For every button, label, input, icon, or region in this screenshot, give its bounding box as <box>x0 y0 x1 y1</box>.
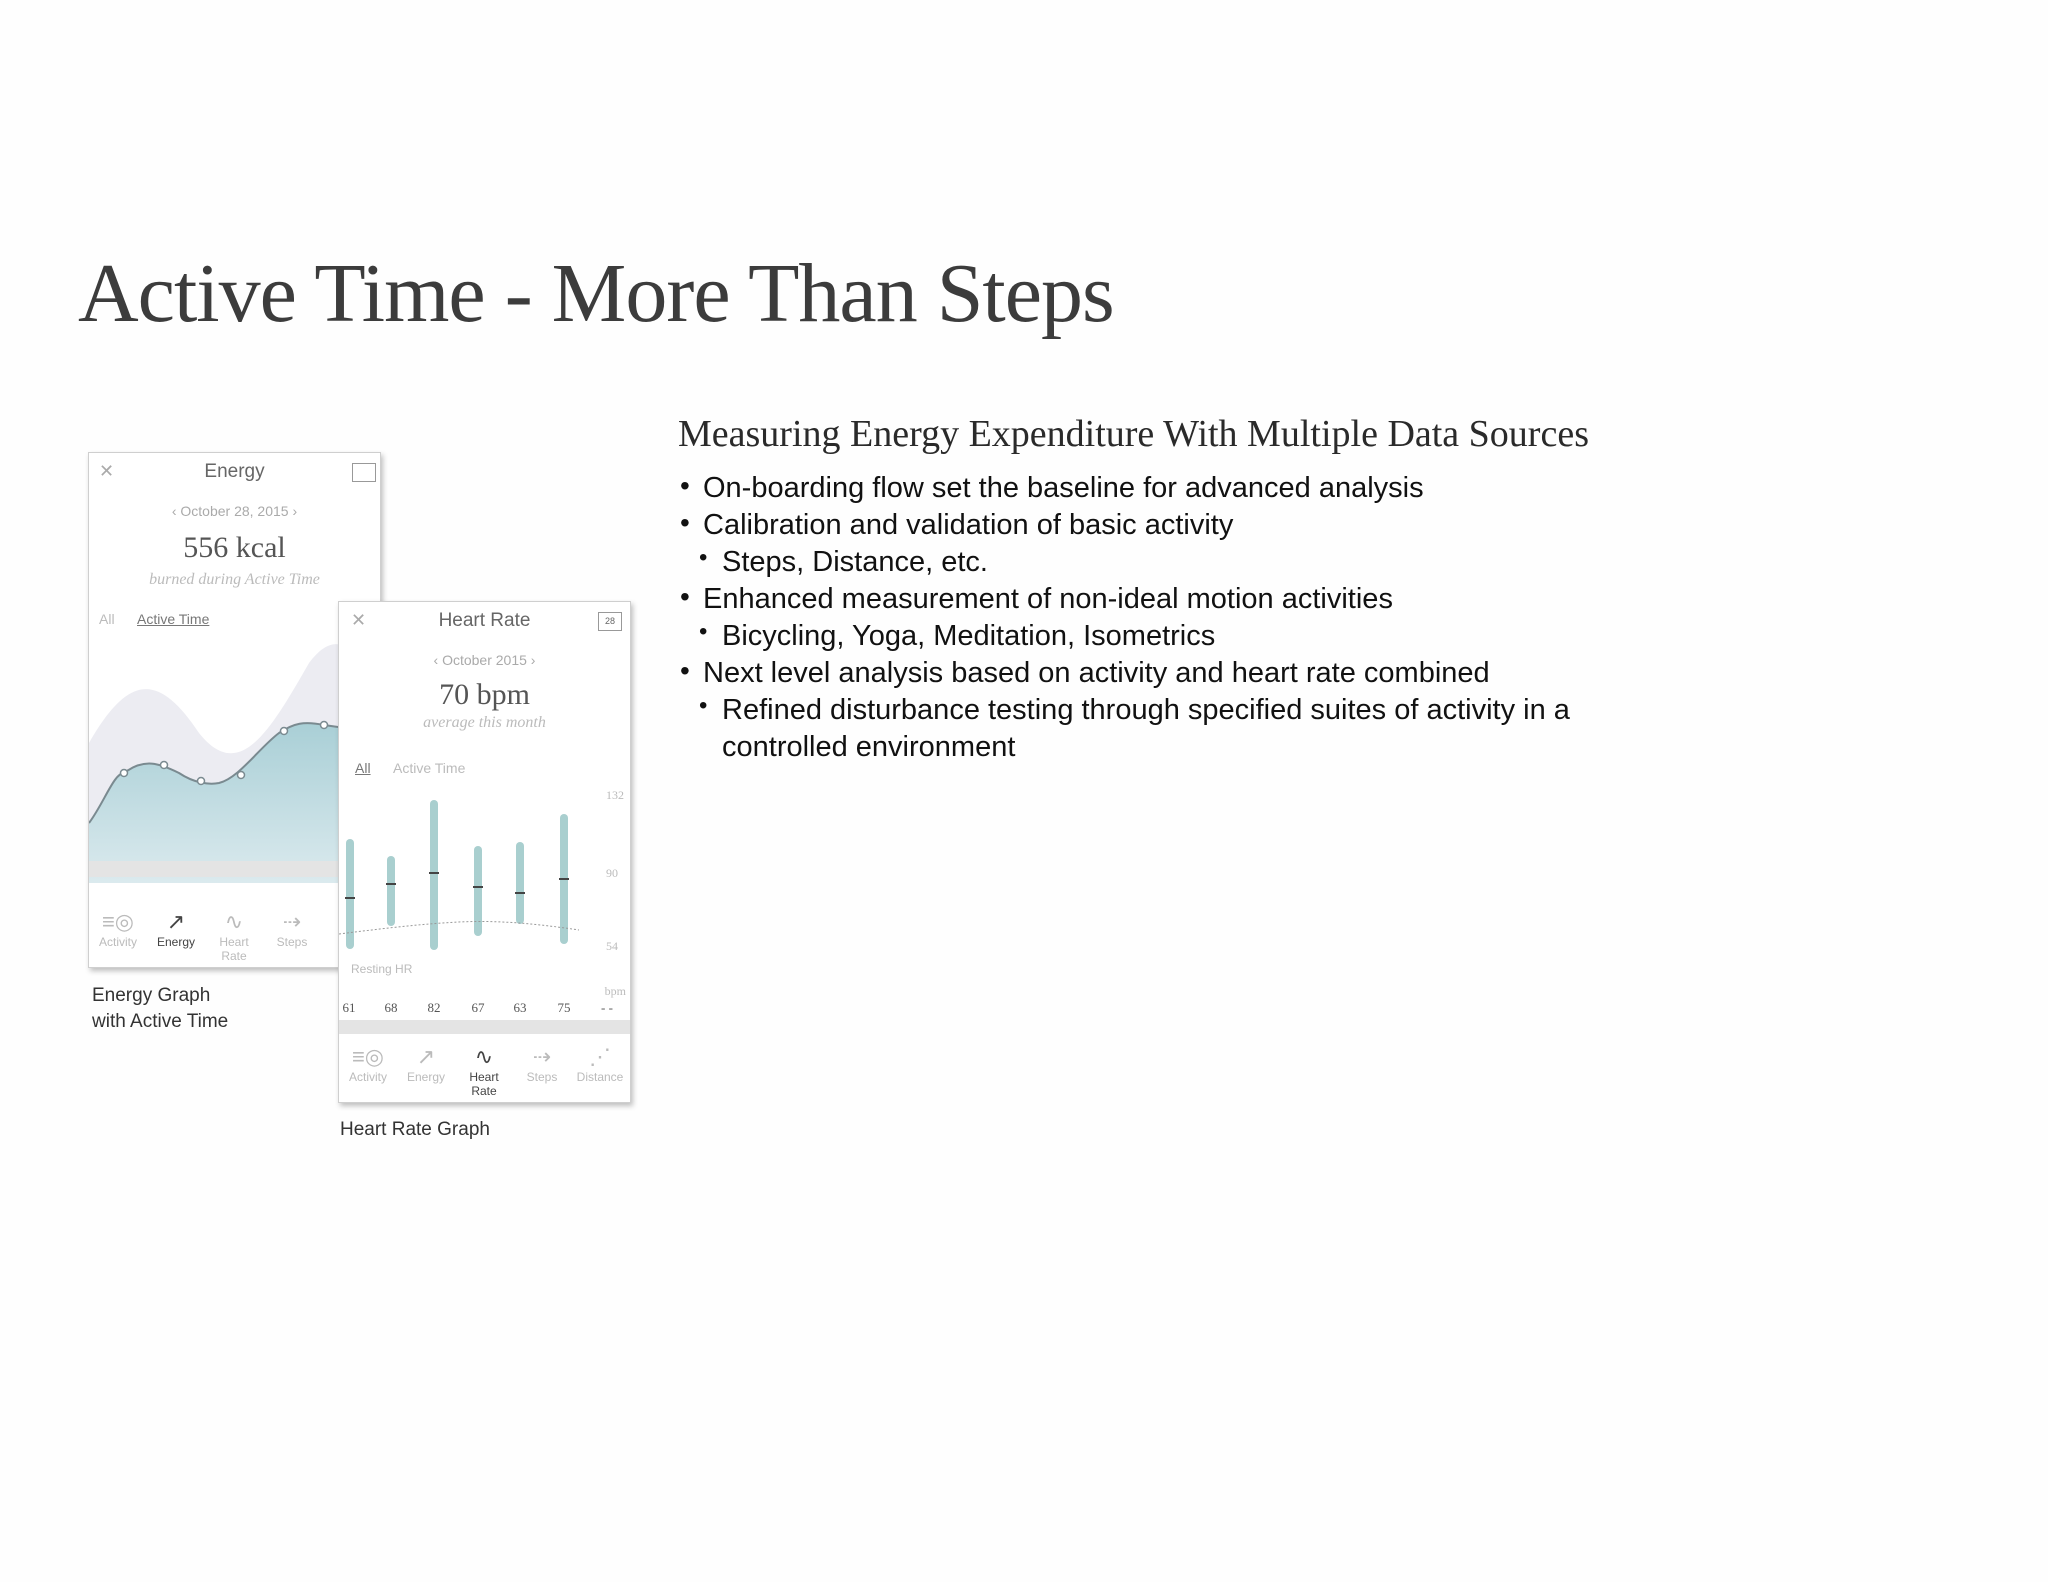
y-axis-label: 132 <box>606 788 624 802</box>
date-strip <box>89 861 380 877</box>
daily-value: 63 <box>513 1000 527 1015</box>
heart-rate-caption: Heart Rate Graph <box>340 1119 490 1140</box>
energy-point <box>321 722 328 729</box>
y-axis-label: 54 <box>606 939 618 953</box>
y-axis-label: 90 <box>606 866 618 880</box>
energy-caption <box>92 983 228 1035</box>
heart-rate-note: average this month <box>423 714 546 731</box>
activity-icon: ≡◎ <box>101 909 135 934</box>
energy-title: Energy <box>204 461 265 482</box>
caption-line: Energy Graph <box>92 985 211 1006</box>
energy-point <box>198 778 205 785</box>
activity-icon: ≡◎ <box>351 1044 385 1069</box>
resting-hr-label: Resting HR <box>351 962 413 976</box>
slide-title: Active Time - More Than Steps <box>78 247 1114 340</box>
calendar-icon[interactable] <box>352 463 376 482</box>
nav-label: Energy <box>406 1070 446 1084</box>
close-icon[interactable]: ✕ <box>351 610 367 630</box>
nav-label: Steps <box>526 1070 558 1084</box>
nav-label: Distance <box>576 1070 624 1084</box>
y-axis-label: bpm <box>604 984 626 998</box>
hr-bar <box>387 856 395 926</box>
daily-value: 61 <box>342 1000 356 1015</box>
bullet-item: • Next level analysis based on activity and heart rate combined <box>676 655 1676 692</box>
energy-graph <box>89 633 380 893</box>
hr-bar <box>430 800 438 950</box>
nav-activity[interactable] <box>339 1044 397 1084</box>
heart-rate-icon: ∿ <box>224 909 244 934</box>
heart-rate-value: 70 bpm <box>439 678 530 711</box>
steps-icon: ⇢ <box>532 1044 552 1069</box>
nav-energy[interactable] <box>397 1044 455 1084</box>
heart-rate-screen <box>338 601 631 1103</box>
close-icon[interactable]: ✕ <box>99 461 115 481</box>
bullet-item: • Calibration and validation of basic activity <box>676 507 1676 544</box>
daily-value: 67 <box>471 1000 485 1015</box>
nav-energy[interactable] <box>147 909 205 949</box>
hr-bar <box>474 846 482 936</box>
filter-all[interactable]: All <box>99 611 115 627</box>
nav-label: Heart Rate <box>469 1070 499 1098</box>
energy-icon: ↗ <box>166 909 186 934</box>
daily-value: - - <box>601 1000 613 1015</box>
sub-bullet-item: • Refined disturbance testing through specified suites of activity in a controlled environment <box>676 692 1676 766</box>
sub-bullet-item: • Bicycling, Yoga, Meditation, Isometrics <box>676 618 1676 655</box>
hr-bar <box>516 842 524 924</box>
nav-heart-rate[interactable] <box>205 909 263 963</box>
nav-steps[interactable] <box>513 1044 571 1084</box>
distance-icon: ⋰ <box>589 1044 611 1069</box>
energy-icon: ↗ <box>416 1044 436 1069</box>
daily-value: 75 <box>557 1000 571 1015</box>
heart-rate-title: Heart Rate <box>438 610 531 631</box>
bullet-item: • On-boarding flow set the baseline for advanced analysis <box>676 470 1676 507</box>
filter-active-time[interactable]: Active Time <box>393 760 466 776</box>
daily-value: 68 <box>384 1000 398 1015</box>
nav-label: Steps <box>276 935 308 949</box>
energy-point <box>281 728 288 735</box>
calendar-icon[interactable]: 28 <box>598 612 622 631</box>
energy-date[interactable]: ‹ October 28, 2015 › <box>171 503 298 519</box>
caption-line: with Active Time <box>92 1011 229 1032</box>
energy-note: burned during Active Time <box>149 571 320 588</box>
filter-active-time[interactable]: Active Time <box>137 611 210 627</box>
nav-label: Activity <box>348 1070 387 1084</box>
nav-label: Activity <box>98 935 137 949</box>
nav-heart-rate[interactable] <box>455 1044 513 1098</box>
heart-rate-date[interactable]: ‹ October 2015 › <box>433 652 536 668</box>
filter-all[interactable]: All <box>355 760 371 776</box>
sub-bullet-item: • Steps, Distance, etc. <box>676 544 1676 581</box>
energy-point <box>161 762 168 769</box>
nav-label: Heart Rate <box>219 935 249 963</box>
steps-icon: ⇢ <box>282 909 302 934</box>
nav-distance[interactable] <box>571 1044 629 1084</box>
nav-label: Energy <box>156 935 196 949</box>
nav-activity[interactable] <box>89 909 147 949</box>
energy-value: 556 kcal <box>183 531 286 564</box>
energy-point <box>121 770 128 777</box>
daily-value: 82 <box>427 1000 441 1015</box>
bullet-item: • Enhanced measurement of non-ideal motion activities <box>676 581 1676 618</box>
nav-steps[interactable] <box>263 909 321 949</box>
energy-point <box>238 772 245 779</box>
heart-rate-graph <box>339 784 630 984</box>
bullet-list <box>676 470 1676 766</box>
resting-hr-line <box>339 921 579 934</box>
heart-rate-icon: ∿ <box>474 1044 494 1069</box>
date-strip <box>339 1020 630 1034</box>
slide-subtitle: Measuring Energy Expenditure With Multiple Data Sources <box>678 413 1589 455</box>
